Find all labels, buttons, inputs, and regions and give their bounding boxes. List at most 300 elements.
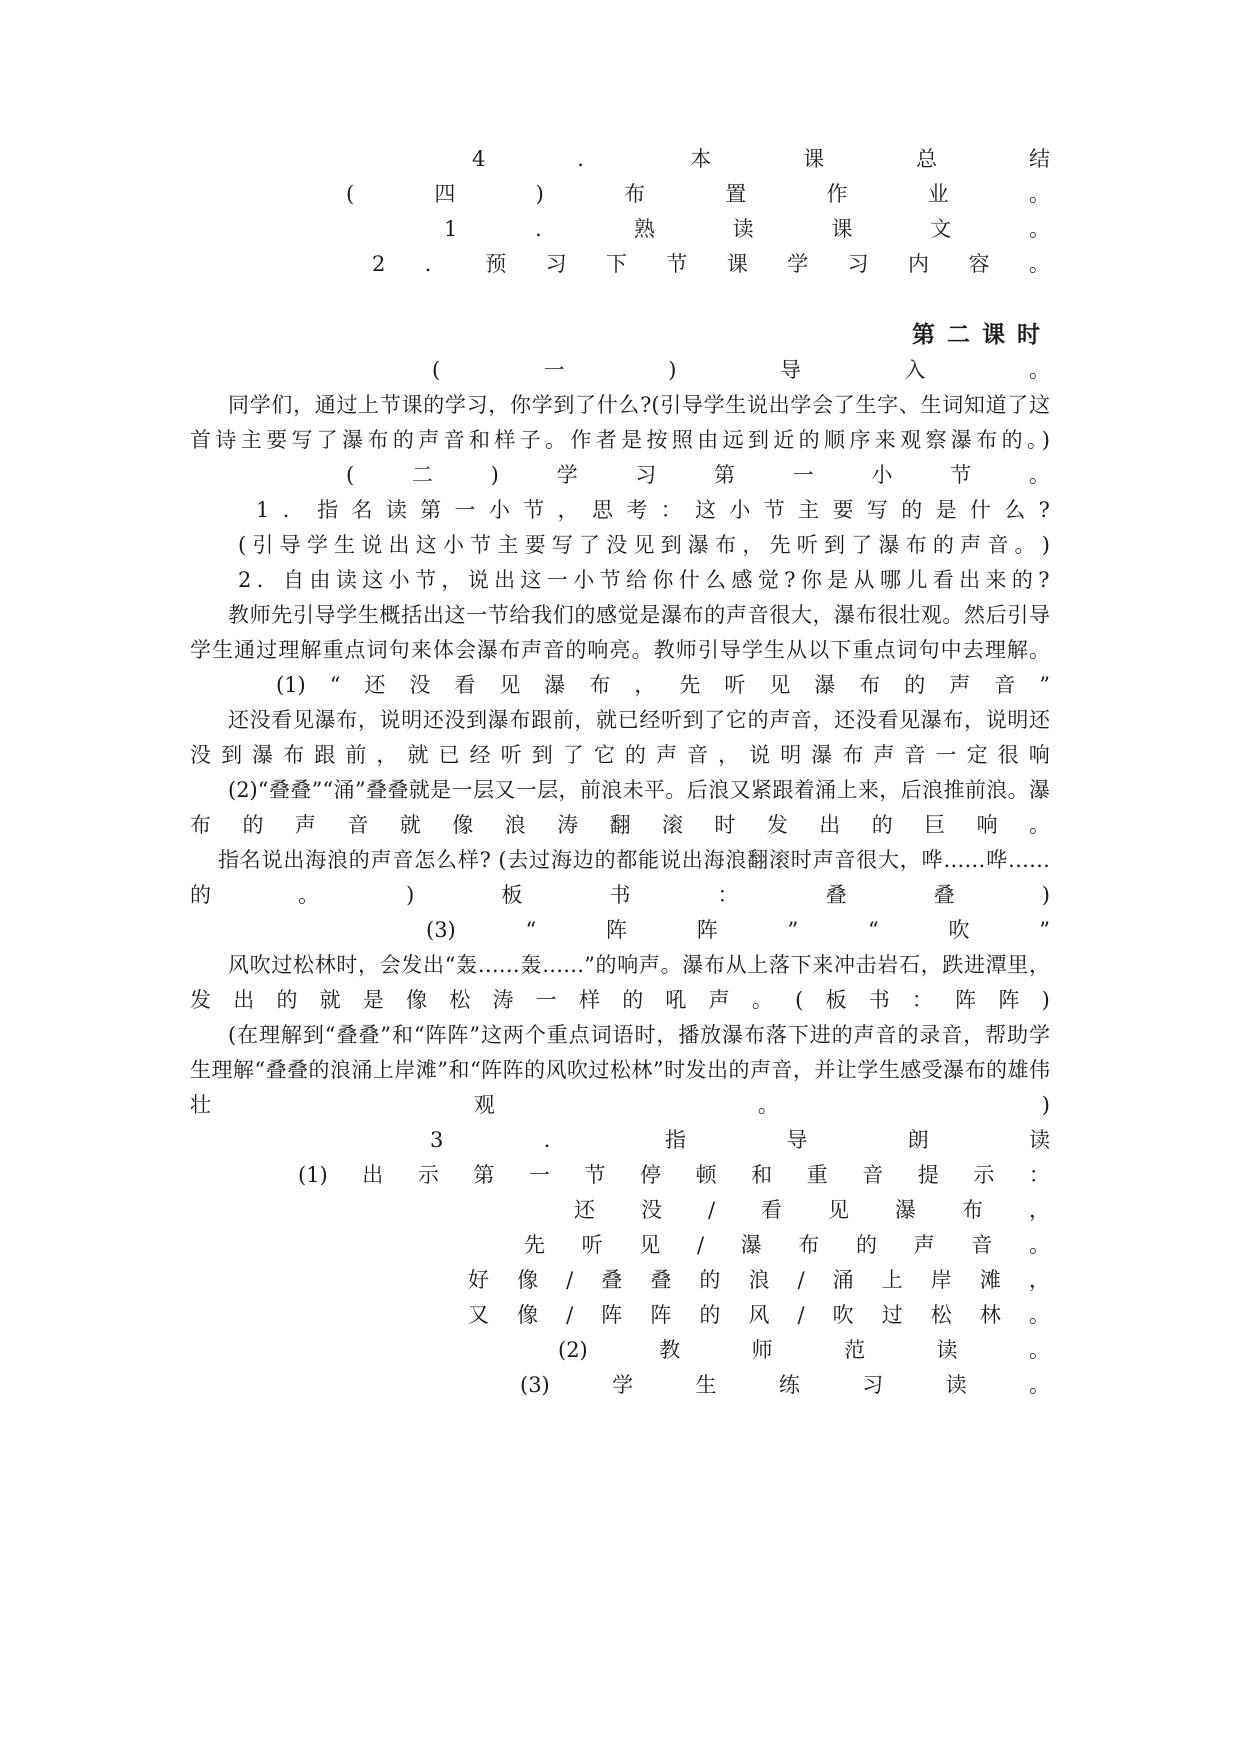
glyph: ： — [717, 883, 739, 907]
glyph: 巨 — [924, 813, 946, 837]
glyph: 课 — [726, 252, 748, 276]
glyph: 先 — [769, 533, 791, 557]
glyph: 见 — [633, 533, 655, 557]
glyph: 结 — [1028, 147, 1050, 171]
glyph: 要 — [524, 533, 546, 557]
glyph: (3) — [520, 1373, 550, 1397]
glyph: 到 — [531, 743, 553, 767]
glyph: 从 — [853, 568, 875, 592]
glyph: ) — [1041, 883, 1050, 907]
glyph: 松 — [449, 988, 471, 1012]
glyph: 吼 — [665, 988, 687, 1012]
glyph: 节 — [470, 533, 492, 557]
glyph: 布 — [798, 1233, 820, 1257]
glyph: 经 — [469, 743, 491, 767]
glyph: 时 — [714, 813, 736, 837]
line-l16: 还没看见瀑布，说明还没到瀑布跟前，就已经听到了它的声音，还没看见瀑布，说明还 — [228, 708, 1050, 732]
glyph: 没 — [190, 743, 211, 767]
glyph: 发 — [190, 988, 211, 1012]
line-l15 — [276, 670, 1050, 700]
glyph: 到 — [660, 533, 682, 557]
glyph: ， — [441, 568, 463, 592]
glyph: “ — [329, 673, 341, 697]
line-l20: 指名说出海浪的声音怎么样? (去过海边的都能说出海浪翻滚时声音很大，哗……哗…… — [218, 848, 1050, 872]
glyph: 2 — [372, 252, 386, 276]
line-l25: (在理解到“叠叠”和“阵阵”这两个重点词语时，播放瀑布落下进的声音的录音，帮助学 — [228, 1023, 1050, 1047]
glyph: 阵 — [650, 1303, 672, 1327]
glyph: ” — [787, 918, 799, 942]
glyph: ? — [1038, 568, 1050, 592]
glyph: 滚 — [661, 813, 683, 837]
glyph: ” — [1039, 673, 1050, 697]
glyph: ， — [376, 743, 398, 767]
glyph: 习 — [847, 252, 869, 276]
glyph: 涛 — [557, 813, 579, 837]
glyph: 1 — [444, 217, 458, 241]
glyph: ? — [784, 568, 796, 592]
glyph: 瀑 — [895, 1198, 916, 1222]
glyph: 导 — [779, 358, 801, 382]
glyph: (3) — [426, 918, 456, 942]
glyph: 。 — [1028, 182, 1050, 206]
glyph: 布 — [190, 813, 211, 837]
glyph: 。 — [1014, 533, 1036, 557]
glyph: 。 — [1028, 358, 1050, 382]
glyph: 写 — [866, 498, 888, 522]
glyph: 学 — [556, 463, 578, 487]
line-l29 — [298, 1160, 1050, 1190]
glyph: 过 — [881, 1303, 903, 1327]
glyph: 主 — [798, 498, 820, 522]
glyph: 林 — [979, 1303, 1001, 1327]
line-l26: 生理解“叠叠的浪涌上岸滩”和“阵阵的风吹过松林”时发出的声音，并让学生感受瀑布的雄伟 — [190, 1058, 1050, 1082]
glyph: 小 — [573, 568, 595, 592]
glyph: 的 — [242, 813, 264, 837]
glyph: 习 — [635, 463, 657, 487]
glyph: 出 — [388, 533, 410, 557]
glyph: 的 — [932, 533, 954, 557]
glyph: 声 — [913, 1233, 935, 1257]
glyph: 指 — [317, 498, 339, 522]
glyph: 出 — [959, 568, 981, 592]
line-l32 — [468, 1265, 1050, 1295]
glyph: “ — [525, 918, 537, 942]
glyph: 导 — [786, 1128, 808, 1152]
line-l10 — [256, 495, 1050, 525]
glyph: ) — [490, 463, 499, 487]
glyph: 先 — [679, 673, 701, 697]
glyph: 。 — [1028, 217, 1050, 241]
glyph: 叠 — [601, 1268, 623, 1292]
glyph: 听 — [796, 533, 818, 557]
glyph: 内 — [908, 252, 930, 276]
glyph: 这 — [520, 568, 542, 592]
glyph: 叠 — [825, 883, 847, 907]
glyph: 业 — [927, 182, 949, 206]
glyph: 。 — [1028, 252, 1050, 276]
glyph: 熟 — [633, 217, 655, 241]
glyph: 一 — [528, 1163, 550, 1187]
glyph: ： — [911, 988, 933, 1012]
glyph: 入 — [904, 358, 926, 382]
glyph: 一 — [792, 463, 814, 487]
glyph: 节 — [950, 463, 972, 487]
glyph: 声 — [960, 533, 982, 557]
glyph: 阵 — [955, 988, 977, 1012]
glyph: 节 — [415, 568, 436, 592]
glyph: 导 — [279, 533, 301, 557]
glyph: 瀑 — [740, 1233, 762, 1257]
glyph: ， — [1028, 1268, 1050, 1292]
glyph: 小 — [442, 533, 464, 557]
glyph: 见 — [639, 1233, 661, 1257]
glyph: 布 — [715, 533, 737, 557]
glyph: ) — [535, 182, 544, 206]
glyph: 听 — [724, 673, 746, 697]
glyph: 的 — [1011, 568, 1033, 592]
line-l09 — [346, 460, 1050, 490]
glyph: 到 — [824, 533, 846, 557]
glyph: 瀑 — [811, 743, 833, 767]
glyph: 节 — [584, 1163, 606, 1187]
line-l04 — [372, 249, 1050, 279]
glyph: 的 — [190, 883, 211, 907]
glyph: 又 — [468, 1303, 489, 1327]
glyph: 第 — [473, 1163, 495, 1187]
glyph: 4 — [472, 147, 486, 171]
glyph: / — [797, 1303, 805, 1327]
glyph: 你 — [800, 568, 822, 592]
glyph: 看 — [454, 673, 476, 697]
glyph: 布 — [905, 533, 927, 557]
glyph: 说 — [361, 533, 383, 557]
glyph: 板 — [501, 883, 523, 907]
glyph: 见 — [499, 673, 521, 697]
glyph: 松 — [930, 1303, 952, 1327]
glyph: 么 — [1004, 498, 1026, 522]
line-l06 — [432, 355, 1050, 385]
glyph: 观 — [473, 1093, 495, 1117]
glyph: 看 — [932, 568, 954, 592]
line-l18: (2)“叠叠”“涌”叠叠就是一层又一层，前浪未平。后浪又紧跟着涌上来，后浪推前浪。瀑 — [228, 778, 1050, 802]
glyph: (2) — [558, 1338, 588, 1362]
line-l23: 风吹过松林时，会发出“轰……轰……”的响声。瀑布从上落下来冲击岩石，跌进潭里， — [228, 953, 1050, 977]
glyph: 习 — [862, 1373, 884, 1397]
line-l13: 教师先引导学生概括出这一节给我们的感觉是瀑布的声音很大，瀑布很壮观。然后引导 — [228, 603, 1050, 627]
glyph: 声 — [655, 743, 677, 767]
glyph: 没 — [409, 673, 431, 697]
glyph: 的 — [699, 1268, 721, 1292]
glyph: 1 — [256, 498, 270, 522]
glyph: 练 — [778, 1373, 800, 1397]
glyph: 一 — [454, 498, 476, 522]
glyph: 出 — [233, 988, 255, 1012]
glyph: ． — [256, 568, 278, 592]
glyph: ： — [660, 498, 682, 522]
glyph: 声 — [708, 988, 730, 1012]
glyph: 声 — [949, 673, 971, 697]
glyph: 和 — [751, 1163, 773, 1187]
line-l28 — [430, 1125, 1050, 1155]
glyph: ： — [1028, 1163, 1050, 1187]
glyph: 么 — [705, 568, 727, 592]
glyph: 师 — [751, 1338, 773, 1362]
glyph: 节 — [523, 498, 545, 522]
glyph: 响 — [1028, 743, 1050, 767]
glyph: ( — [432, 358, 441, 382]
glyph: 重 — [806, 1163, 828, 1187]
glyph: / — [797, 1268, 805, 1292]
line-l27 — [190, 1090, 1050, 1120]
glyph: 很 — [997, 743, 1019, 767]
glyph: 。 — [298, 883, 320, 907]
glyph: 音 — [994, 673, 1016, 697]
glyph: 是 — [935, 498, 957, 522]
glyph: ， — [742, 533, 764, 557]
glyph: 本 — [690, 147, 712, 171]
glyph: 布 — [859, 673, 881, 697]
line-l12 — [238, 565, 1050, 595]
glyph: 像 — [517, 1268, 539, 1292]
glyph: 主 — [497, 533, 519, 557]
glyph: 什 — [678, 568, 700, 592]
glyph: 是 — [362, 988, 384, 1012]
glyph: ( — [238, 533, 247, 557]
glyph: 板 — [825, 988, 847, 1012]
glyph: “ — [868, 918, 879, 942]
glyph: 文 — [930, 217, 952, 241]
line-l24 — [190, 985, 1050, 1015]
glyph: 学 — [306, 533, 328, 557]
glyph: 浪 — [504, 813, 526, 837]
glyph: 。 — [1028, 1233, 1050, 1257]
line-l21 — [190, 880, 1050, 910]
glyph: 第 — [714, 463, 735, 487]
glyph: 音 — [687, 743, 708, 767]
glyph: 响 — [976, 813, 998, 837]
glyph: 阵 — [606, 918, 627, 942]
glyph: 指 — [665, 1128, 686, 1152]
glyph: 了 — [562, 743, 584, 767]
glyph: 置 — [725, 182, 747, 206]
glyph: 音 — [347, 813, 369, 837]
glyph: ， — [718, 743, 740, 767]
glyph: 小 — [729, 498, 751, 522]
glyph: 叠 — [650, 1268, 672, 1292]
glyph: 的 — [904, 673, 926, 697]
glyph: 瀑 — [687, 533, 709, 557]
glyph: 没 — [640, 1198, 662, 1222]
glyph: ) — [1041, 1093, 1050, 1117]
glyph: 生 — [695, 1373, 717, 1397]
glyph: 读 — [1028, 1128, 1050, 1152]
glyph: 见 — [769, 673, 791, 697]
glyph: 阵 — [696, 918, 718, 942]
glyph: 节 — [763, 498, 785, 522]
glyph: 上 — [881, 1268, 903, 1292]
glyph: 布 — [842, 743, 864, 767]
line-l31 — [524, 1230, 1050, 1260]
glyph: 像 — [406, 988, 428, 1012]
glyph: 自 — [283, 568, 305, 592]
glyph: 音 — [987, 533, 1009, 557]
glyph: 瀑 — [814, 673, 836, 697]
glyph: 。 — [757, 1093, 779, 1117]
line-l08: 首诗主要写了瀑布的声音和样子。作者是按照由远到近的顺序来观察瀑布的。) — [190, 428, 1050, 452]
glyph: 说 — [467, 568, 489, 592]
glyph: 到 — [221, 743, 243, 767]
glyph: 布 — [961, 1198, 983, 1222]
glyph: 读 — [335, 568, 357, 592]
glyph: / — [566, 1303, 574, 1327]
glyph: 前 — [345, 743, 367, 767]
glyph: ． — [282, 498, 304, 522]
glyph: 还 — [574, 1198, 595, 1222]
glyph: 阵 — [998, 988, 1020, 1012]
glyph: 岸 — [930, 1268, 952, 1292]
glyph: 3 — [430, 1128, 444, 1152]
glyph: 要 — [832, 498, 854, 522]
glyph: (1) — [276, 673, 306, 697]
line-l22 — [426, 915, 1050, 945]
glyph: 出 — [494, 568, 516, 592]
glyph: 好 — [468, 1268, 489, 1292]
line-l02 — [346, 179, 1050, 209]
glyph: 出 — [819, 813, 841, 837]
glyph: 作 — [826, 182, 848, 206]
glyph: / — [696, 1233, 705, 1257]
glyph: 由 — [309, 568, 331, 592]
glyph: 说 — [749, 743, 771, 767]
glyph: ) — [1041, 988, 1050, 1012]
line-l14: 学生通过理解重点词句来体会瀑布声音的响亮。教师引导学生从以下重点词句中去理解。 — [190, 638, 1050, 662]
glyph: 就 — [407, 743, 429, 767]
glyph: 发 — [766, 813, 788, 837]
glyph: 小 — [388, 568, 410, 592]
glyph: 思 — [591, 498, 613, 522]
glyph: 觉 — [757, 568, 779, 592]
glyph: 来 — [985, 568, 1007, 592]
glyph: / — [566, 1268, 574, 1292]
glyph: 给 — [626, 568, 647, 592]
glyph: 跟 — [314, 743, 336, 767]
glyph: 书 — [609, 883, 631, 907]
glyph: 。 — [751, 988, 773, 1012]
glyph: 一 — [535, 988, 557, 1012]
glyph: ) — [1041, 533, 1050, 557]
glyph: 一 — [543, 358, 565, 382]
glyph: ． — [535, 217, 557, 241]
glyph: 涌 — [832, 1268, 854, 1292]
glyph: ． — [543, 1128, 565, 1152]
glyph: ． — [424, 252, 446, 276]
glyph: 读 — [385, 498, 407, 522]
glyph: 二 — [411, 463, 433, 487]
glyph: 容 — [968, 252, 990, 276]
glyph: 名 — [351, 498, 373, 522]
glyph: 课 — [831, 217, 853, 241]
glyph: 。 — [1028, 1303, 1050, 1327]
glyph: ? — [1038, 498, 1050, 522]
glyph: 还 — [364, 673, 386, 697]
glyph: 。 — [1028, 463, 1050, 487]
line-l35 — [520, 1370, 1050, 1400]
glyph: 壮 — [190, 1093, 211, 1117]
glyph: 写 — [551, 533, 573, 557]
glyph: 范 — [844, 1338, 866, 1362]
glyph: 滩 — [979, 1268, 1001, 1292]
glyph: ， — [634, 673, 656, 697]
glyph: 瀑 — [252, 743, 274, 767]
glyph: 声 — [873, 743, 895, 767]
glyph: 引 — [252, 533, 274, 557]
glyph: 下 — [606, 252, 627, 276]
line-l17 — [190, 740, 1050, 770]
glyph: 小 — [871, 463, 893, 487]
line-l03 — [444, 214, 1050, 244]
glyph: 的 — [856, 1233, 878, 1257]
glyph: 四 — [434, 182, 456, 206]
glyph: 翻 — [609, 813, 631, 837]
glyph: 见 — [828, 1198, 850, 1222]
glyph: 这 — [695, 498, 717, 522]
glyph: / — [707, 1198, 716, 1222]
glyph: 书 — [868, 988, 890, 1012]
glyph: 一 — [935, 743, 957, 767]
glyph: ． — [577, 147, 599, 171]
glyph: 声 — [294, 813, 316, 837]
glyph: 涛 — [492, 988, 514, 1012]
glyph: ( — [346, 463, 355, 487]
glyph: 听 — [500, 743, 522, 767]
glyph: 布 — [283, 743, 305, 767]
glyph: 生 — [334, 533, 356, 557]
glyph: 预 — [485, 252, 507, 276]
glyph: 感 — [731, 568, 753, 592]
glyph: 学 — [787, 252, 809, 276]
glyph: 它 — [593, 743, 615, 767]
glyph: 就 — [399, 813, 421, 837]
glyph: 习 — [545, 252, 567, 276]
glyph: 总 — [916, 147, 938, 171]
glyph: 的 — [901, 498, 923, 522]
glyph: 音 — [971, 1233, 993, 1257]
glyph: 布 — [624, 182, 646, 206]
glyph: 定 — [966, 743, 988, 767]
glyph: 先 — [524, 1233, 545, 1257]
line-l34 — [558, 1335, 1050, 1365]
glyph: 小 — [488, 498, 510, 522]
glyph: ， — [557, 498, 579, 522]
glyph: 2 — [238, 568, 252, 592]
glyph: 什 — [969, 498, 991, 522]
glyph: ) — [668, 358, 677, 382]
glyph: 这 — [362, 568, 384, 592]
glyph: 节 — [599, 568, 621, 592]
glyph: 一 — [546, 568, 568, 592]
glyph: 的 — [622, 988, 644, 1012]
glyph: 音 — [862, 1163, 884, 1187]
line-l30 — [574, 1195, 1050, 1225]
glyph: ) — [406, 883, 415, 907]
glyph: 阵 — [601, 1303, 623, 1327]
line-l19 — [190, 810, 1050, 840]
glyph: 叠 — [933, 883, 955, 907]
glyph: ( — [346, 182, 355, 206]
glyph: 朗 — [907, 1128, 929, 1152]
glyph: 浪 — [748, 1268, 770, 1292]
glyph: ， — [1028, 1198, 1050, 1222]
